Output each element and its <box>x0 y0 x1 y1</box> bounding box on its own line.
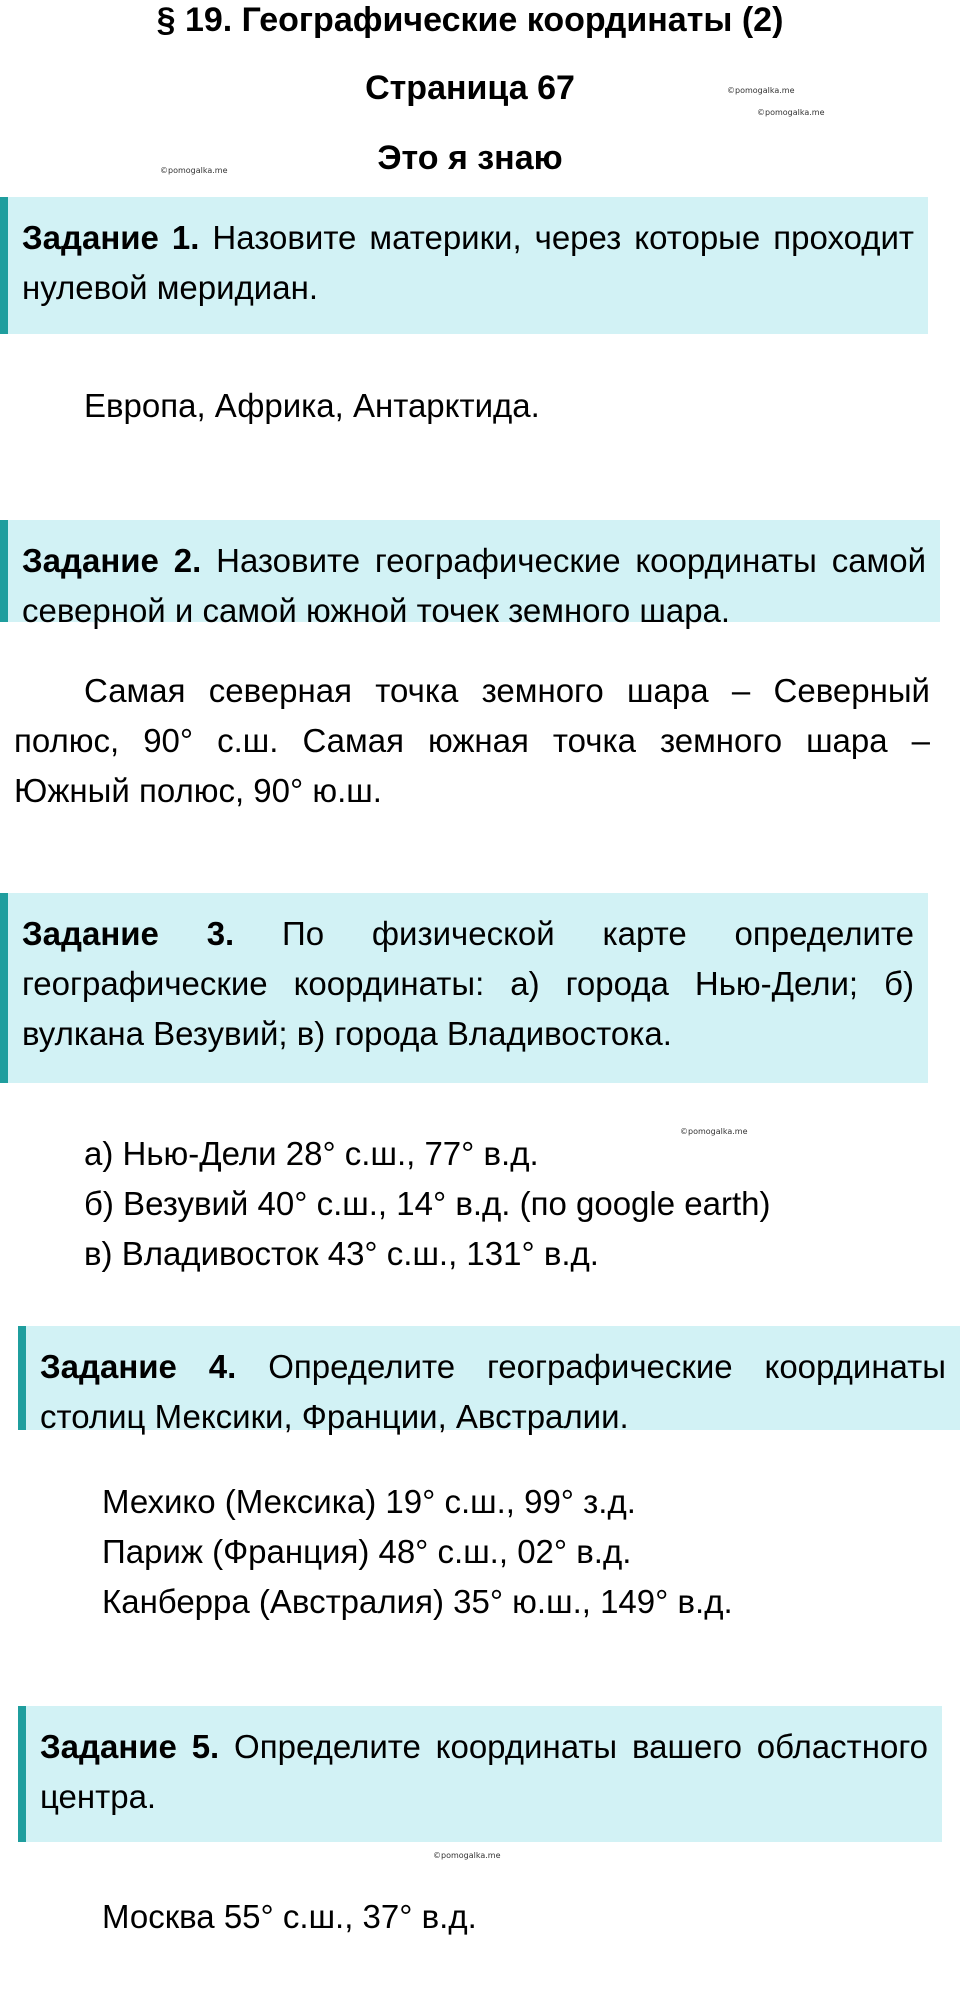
task-5-box <box>18 1706 942 1842</box>
answer-line: Мехико (Мексика) 19° с.ш., 99° з.д. <box>102 1483 636 1520</box>
task-2-answer <box>14 666 930 816</box>
watermark: ©pomogalka.me <box>160 166 228 175</box>
task-1-label: Задание 1. <box>22 219 200 256</box>
watermark: ©pomogalka.me <box>727 86 795 95</box>
task-5-question: Определите координаты вашего областного центра. <box>40 1728 928 1815</box>
task-5-label: Задание 5. <box>40 1728 220 1765</box>
answer-line: б) Везувий 40° с.ш., 14° в.д. (по google earth) <box>84 1185 771 1222</box>
answer-line: Европа, Африка, Антарктида. <box>84 387 540 424</box>
watermark: ©pomogalka.me <box>680 1127 748 1136</box>
task-1-question: Назовите материки, через которые проходит нулевой меридиан. <box>22 219 915 306</box>
task-4-box <box>18 1326 960 1435</box>
subsection-title: Это я знаю <box>377 139 563 177</box>
task-2-question: Назовите географические координаты самой северной и самой южной точек земного шара. <box>22 542 927 629</box>
task-1-box <box>0 197 928 334</box>
task-5-answer <box>102 1892 942 1942</box>
watermark: ©pomogalka.me <box>757 108 825 117</box>
page-number-title: Страница 67 <box>365 69 575 107</box>
task-4-answer <box>102 1477 942 1627</box>
task-4-question: Определите географические координаты столиц Мексики, Франции, Австралии. <box>40 1348 947 1435</box>
task-1-answer <box>84 381 934 431</box>
answer-paragraph: Самая северная точка земного шара – Северный полюс, 90° с.ш. Самая южная точка земного шара – Южный полюс, 90° ю.ш. <box>14 672 930 809</box>
answer-line: в) Владивосток 43° с.ш., 131° в.д. <box>84 1235 599 1272</box>
answer-line: Москва 55° с.ш., 37° в.д. <box>102 1898 477 1935</box>
watermark: ©pomogalka.me <box>433 1851 501 1860</box>
answer-line: а) Нью-Дели 28° с.ш., 77° в.д. <box>84 1135 539 1172</box>
task-3-answer <box>84 1129 934 1279</box>
section-title: § 19. Географические координаты (2) <box>156 1 784 39</box>
task-3-question: По физической карте определите географические координаты: а) города Нью-Дели; б) вулкана Везувий; в) города Владивостока. <box>22 915 914 1052</box>
task-2-box <box>0 520 940 629</box>
task-3-box <box>0 893 928 1083</box>
answer-line: Париж (Франция) 48° с.ш., 02° в.д. <box>102 1533 632 1570</box>
answer-line: Канберра (Австралия) 35° ю.ш., 149° в.д. <box>102 1583 733 1620</box>
task-3-label: Задание 3. <box>22 915 235 952</box>
task-2-label: Задание 2. <box>22 542 202 579</box>
task-4-label: Задание 4. <box>40 1348 237 1385</box>
